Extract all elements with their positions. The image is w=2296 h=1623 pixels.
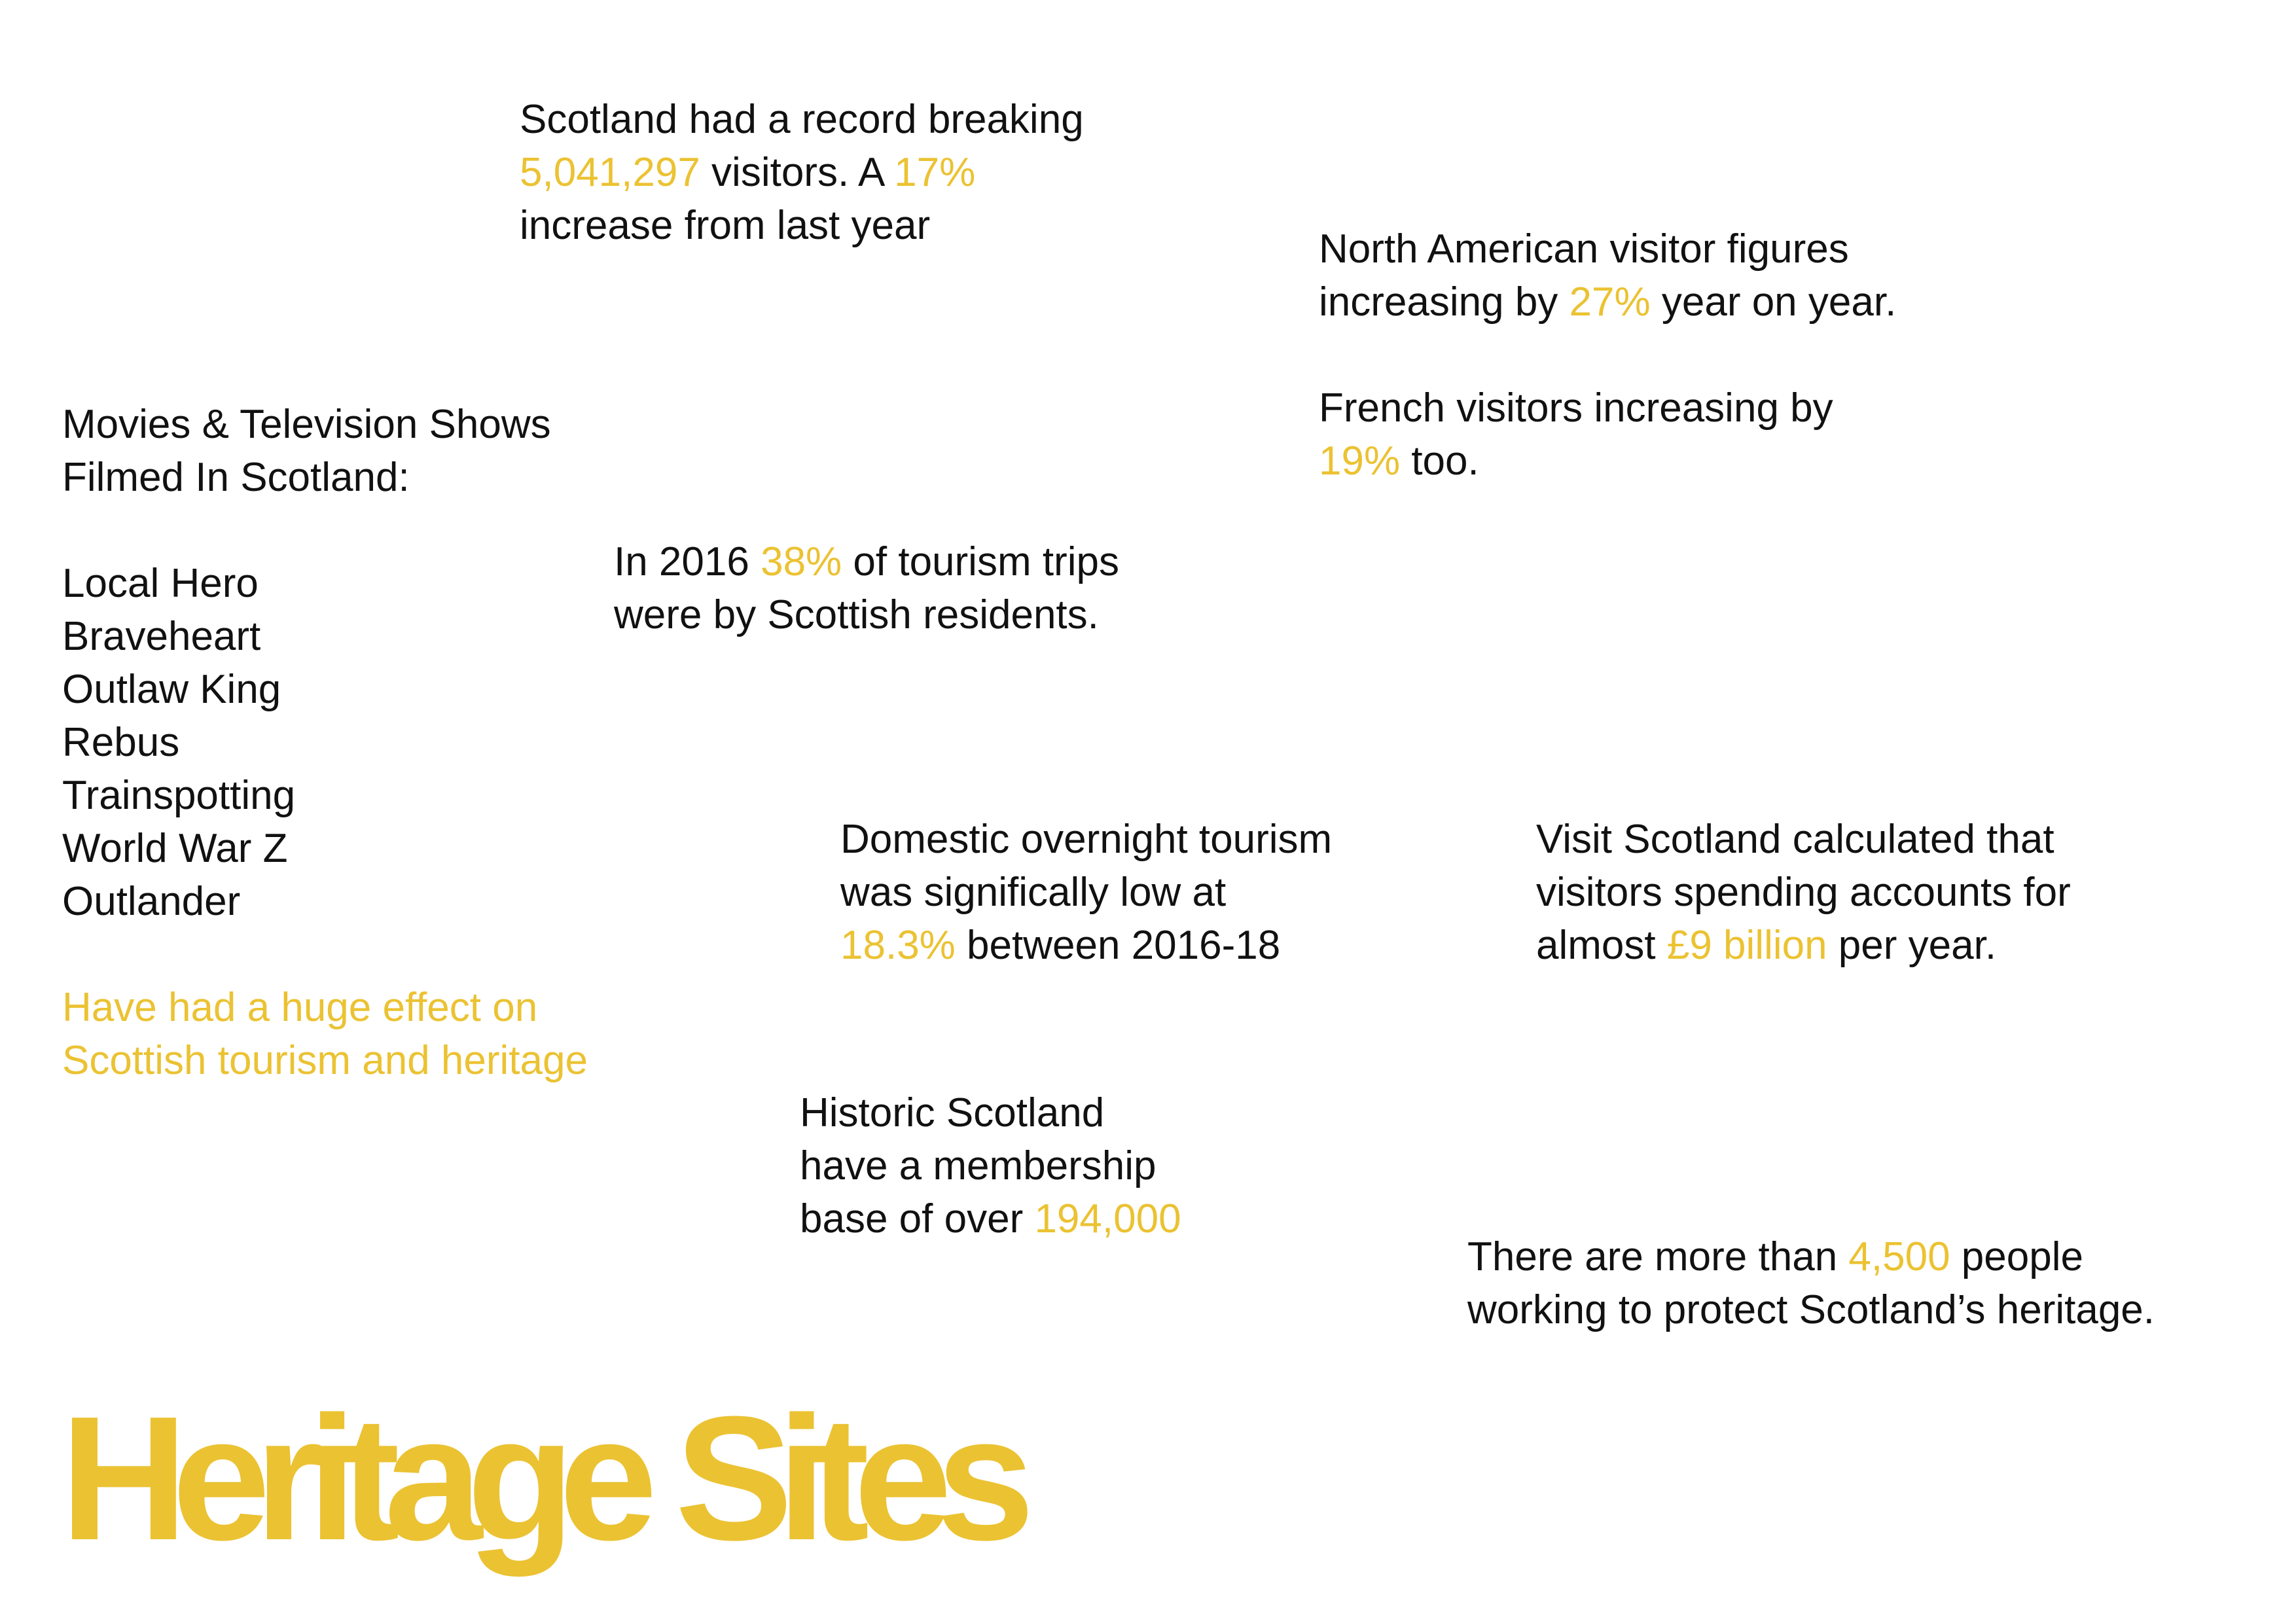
french-line-1: French visitors increasing by [1319,385,1833,431]
spending-line-3: almost £9 billion per year. [1536,923,1997,968]
movie-title: Outlander [62,879,241,924]
historic-line-2: have a membership [800,1143,1157,1188]
record-visitors-fact [520,93,1084,252]
domestic-percent: 18.3% [840,923,956,968]
domestic-line-2: was significally low at [840,870,1227,915]
movie-title: Braveheart [62,614,261,659]
movies-heading-line-1: Movies & Television Shows [62,402,551,447]
heritage-workers-fact [1467,1230,2155,1336]
trips-percent: 38% [761,539,842,584]
movies-heading-line-2: Filmed In Scotland: [62,455,410,500]
na-percent: 27% [1569,279,1651,325]
spending-line-1: Visit Scotland calculated that [1536,817,2054,862]
french-line-2: 19% too. [1319,438,1479,484]
domestic-tourism-fact [840,813,1332,972]
movie-title: Local Hero [62,561,259,606]
na-line-1: North American visitor figures [1319,226,1849,272]
workers-line-2: working to protect Scotland’s heritage. [1467,1287,2155,1332]
domestic-line-3: 18.3% between 2016-18 [840,923,1281,968]
movies-effect-line-2: Scottish tourism and heritage [62,1038,588,1083]
trips-line-1: In 2016 38% of tourism trips [614,539,1119,584]
historic-scotland-fact [800,1086,1181,1245]
visitor-spending-fact [1536,813,2071,972]
movie-title: World War Z [62,826,288,871]
workers-count: 4,500 [1848,1234,1950,1279]
resident-trips-fact [614,535,1119,641]
workers-line-1: There are more than 4,500 people [1467,1234,2083,1279]
na-line-2: increasing by 27% year on year. [1319,279,1897,325]
page-title: Heritage Sites [60,1380,1019,1577]
record-line-2: 5,041,297 visitors. A 17% [520,150,976,195]
international-visitors-fact [1319,223,1896,488]
historic-line-3: base of over 194,000 [800,1196,1181,1241]
visitor-count: 5,041,297 [520,150,700,195]
increase-percent: 17% [894,150,976,195]
record-line-1: Scotland had a record breaking [520,97,1084,142]
membership-count: 194,000 [1034,1196,1181,1241]
french-percent: 19% [1319,438,1401,484]
movie-title: Trainspotting [62,773,296,818]
movie-title: Rebus [62,720,180,765]
historic-line-1: Historic Scotland [800,1090,1105,1135]
trips-line-2: were by Scottish residents. [614,592,1099,637]
spending-amount: £9 billion [1666,923,1827,968]
movies-effect-line-1: Have had a huge effect on [62,985,538,1030]
record-line-3: increase from last year [520,203,931,248]
movies-list-block [62,398,588,1087]
spending-line-2: visitors spending accounts for [1536,870,2071,915]
movie-title: Outlaw King [62,667,281,712]
domestic-line-1: Domestic overnight tourism [840,817,1333,862]
